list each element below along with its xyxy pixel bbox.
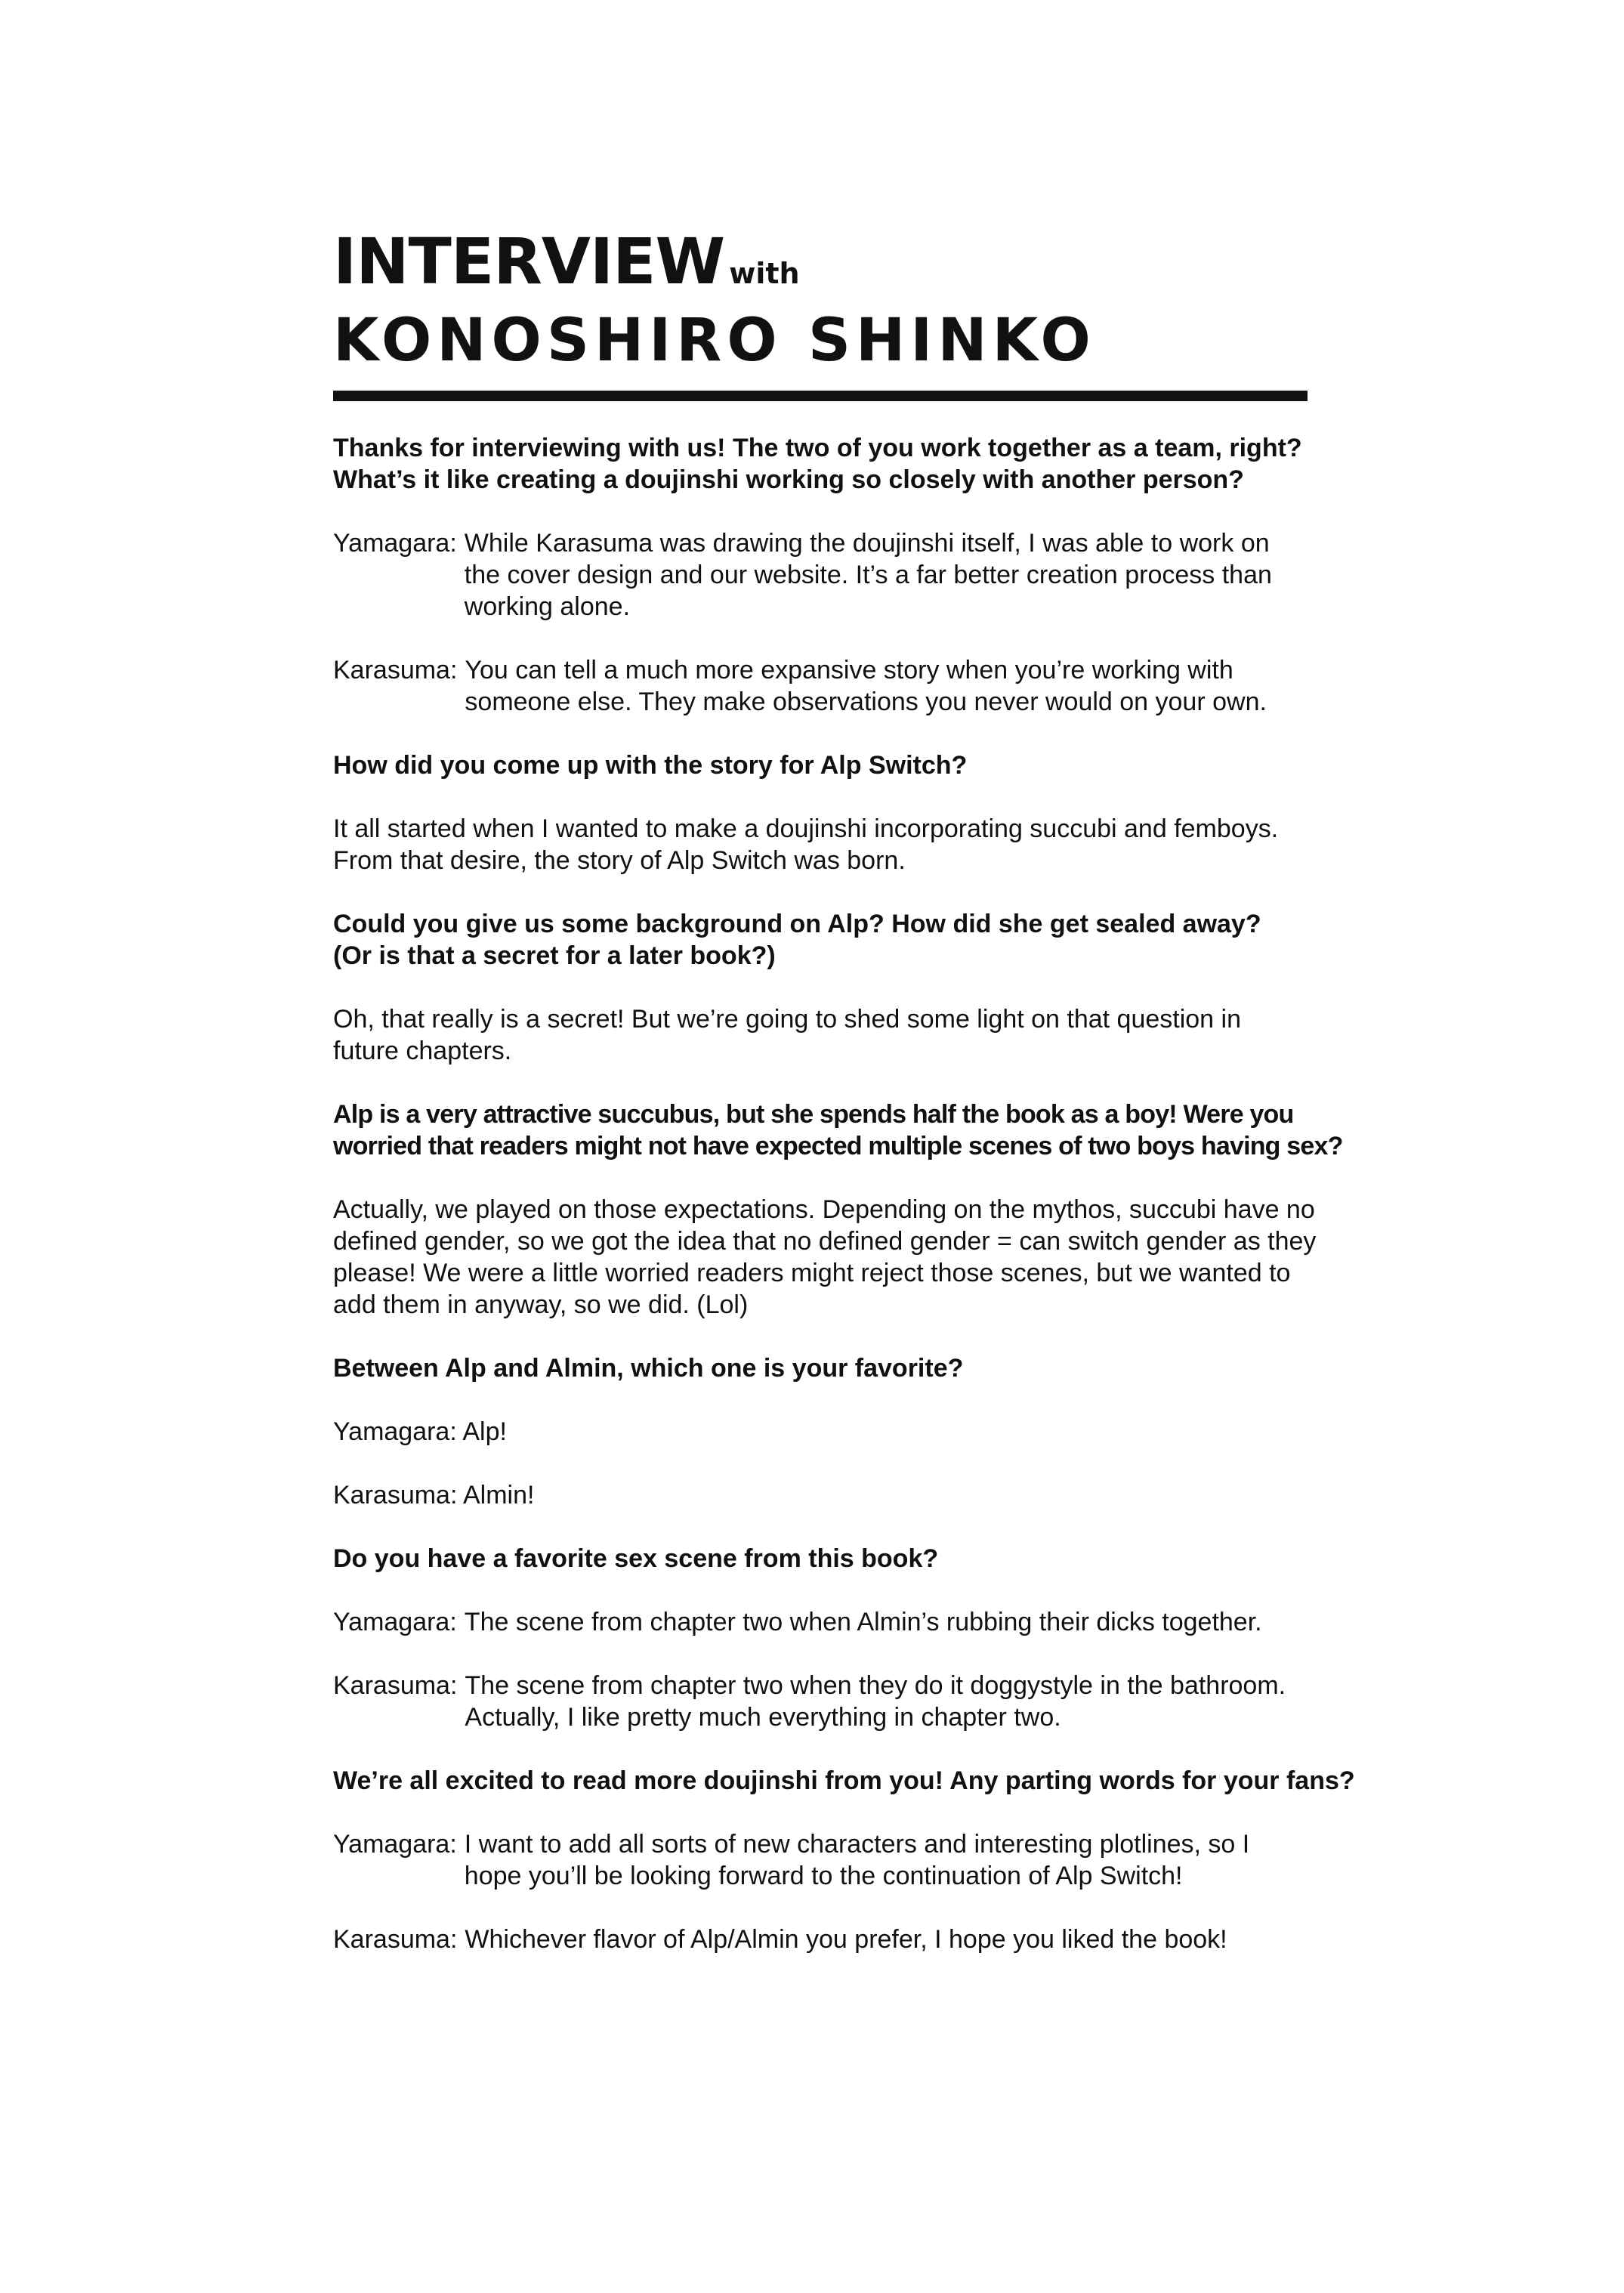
answer-line: the cover design and our website. It’s a far better creation process than bbox=[464, 561, 1272, 589]
answer-3 bbox=[333, 1003, 1315, 1067]
answer-text bbox=[465, 1924, 1315, 1955]
answer-line: It all started when I wanted to make a doujinshi incorporating succubi and femboys. bbox=[333, 814, 1279, 843]
title-main: INTERVIEW bbox=[333, 224, 725, 298]
answer-7-yamagara bbox=[333, 1828, 1315, 1892]
title-name: KONOSHIRO SHINKO bbox=[333, 307, 1096, 375]
answer-line: hope you’ll be looking forward to the continuation of Alp Switch! bbox=[464, 1862, 1183, 1890]
answer-line: working alone. bbox=[464, 592, 631, 621]
title-line-interview bbox=[333, 224, 1315, 308]
speaker-label: Yamagara: bbox=[333, 529, 457, 558]
answer-line: Oh, that really is a secret! But we’re going to shed some light on that question in bbox=[333, 1005, 1242, 1034]
answer-line: Actually, I like pretty much everything in chapter two. bbox=[465, 1703, 1061, 1732]
answer-text bbox=[465, 1670, 1315, 1733]
answer-text bbox=[465, 654, 1315, 718]
speaker-label: Karasuma: bbox=[333, 1671, 458, 1700]
question-1-line-2: What’s it like creating a doujinshi working so closely with another person? bbox=[333, 465, 1244, 494]
page-title bbox=[333, 224, 1315, 375]
answer-6-yamagara bbox=[333, 1606, 1315, 1638]
answer-7-karasuma bbox=[333, 1924, 1315, 1955]
answer-line: future chapters. bbox=[333, 1037, 512, 1065]
answer-line: add them in anyway, so we did. (Lol) bbox=[333, 1290, 749, 1319]
answer-4 bbox=[333, 1194, 1315, 1321]
answer-text bbox=[465, 527, 1315, 623]
answer-1-karasuma bbox=[333, 654, 1315, 718]
title-divider bbox=[333, 391, 1308, 401]
question-2: How did you come up with the story for Alp Switch? bbox=[333, 751, 968, 780]
question-3-line-1: Could you give us some background on Alp? How did she get sealed away? bbox=[333, 910, 1261, 938]
answer-text bbox=[465, 1606, 1315, 1638]
answer-5-karasuma: Karasuma: Almin! bbox=[333, 1481, 535, 1510]
speaker-label: Yamagara: bbox=[333, 1608, 457, 1636]
answer-line: defined gender, so we got the idea that no defined gender = can switch gender as they bbox=[333, 1227, 1317, 1256]
answer-line: I want to add all sorts of new characters and interesting plotlines, so I bbox=[464, 1830, 1250, 1859]
answer-line: The scene from chapter two when Almin’s rubbing their dicks together. bbox=[464, 1608, 1262, 1636]
answer-line: While Karasuma was drawing the doujinshi itself, I was able to work on bbox=[464, 529, 1270, 558]
answer-text bbox=[465, 1828, 1315, 1892]
question-4-line-1: Alp is a very attractive succubus, but she spends half the book as a boy! Were you bbox=[333, 1100, 1294, 1129]
speaker-label: Karasuma: bbox=[333, 1925, 458, 1954]
answer-line: please! We were a little worried readers might reject those scenes, but we wanted to bbox=[333, 1259, 1291, 1287]
question-6: Do you have a favorite sex scene from this book? bbox=[333, 1544, 939, 1573]
question-4 bbox=[333, 1099, 1343, 1162]
question-1-line-1: Thanks for interviewing with us! The two of you work together as a team, right? bbox=[333, 434, 1302, 462]
answer-2 bbox=[333, 813, 1315, 876]
question-1 bbox=[333, 432, 1315, 496]
answer-line: You can tell a much more expansive story when you’re working with bbox=[465, 656, 1233, 685]
question-7: We’re all excited to read more doujinshi from you! Any parting words for your fans? bbox=[333, 1766, 1355, 1795]
answer-5-yamagara: Yamagara: Alp! bbox=[333, 1417, 507, 1446]
speaker-label: Karasuma: bbox=[333, 656, 458, 685]
answer-line: The scene from chapter two when they do it doggystyle in the bathroom. bbox=[465, 1671, 1286, 1700]
interview-body bbox=[333, 432, 1355, 1987]
answer-6-karasuma bbox=[333, 1670, 1315, 1733]
question-5: Between Alp and Almin, which one is your favorite? bbox=[333, 1354, 964, 1383]
question-3 bbox=[333, 908, 1315, 972]
question-4-line-2: worried that readers might not have expected multiple scenes of two boys having sex? bbox=[333, 1132, 1343, 1160]
answer-line: Whichever flavor of Alp/Almin you prefer, I hope you liked the book! bbox=[465, 1925, 1227, 1954]
title-with: with bbox=[729, 257, 800, 290]
answer-1-yamagara bbox=[333, 527, 1315, 623]
answer-line: From that desire, the story of Alp Switch was born. bbox=[333, 846, 906, 875]
question-3-line-2: (Or is that a secret for a later book?) bbox=[333, 941, 776, 970]
answer-line: someone else. They make observations you never would on your own. bbox=[465, 688, 1267, 716]
answer-line: Actually, we played on those expectations. Depending on the mythos, succubi have no bbox=[333, 1195, 1315, 1224]
speaker-label: Yamagara: bbox=[333, 1830, 457, 1859]
